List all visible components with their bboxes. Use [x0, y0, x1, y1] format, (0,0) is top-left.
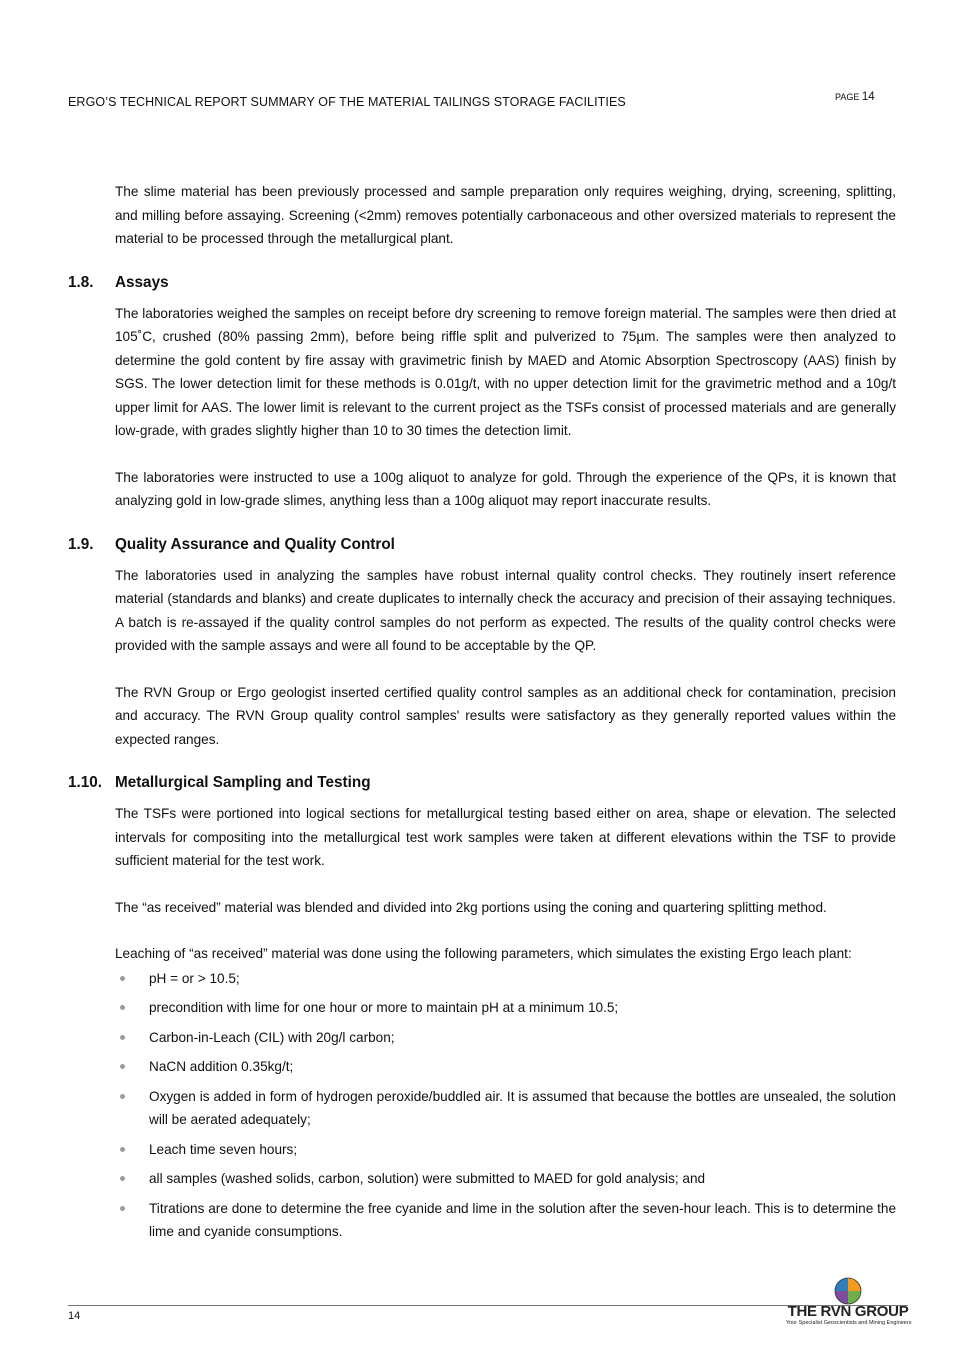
- bullet-icon: [120, 1176, 125, 1181]
- list-item: Carbon-in-Leach (CIL) with 20g/l carbon;: [115, 1026, 896, 1050]
- section-heading-qaqc: [68, 536, 896, 554]
- logo-tagline: Your Specialist Geoscientists and Mining Engineers: [786, 1320, 912, 1326]
- intro-paragraph: The slime material has been previously processed and sample preparation only requires weighing, drying, screening, splitting, and milling before assaying. Screening (<2mm) removes potentially carbonaceous and other oversized materials to represent the material to be processed through the metallurgical plant.: [115, 184, 896, 246]
- bullet-icon: [120, 976, 125, 981]
- bullet-icon: [120, 1005, 125, 1010]
- section-title: Metallurgical Sampling and Testing: [115, 774, 371, 791]
- header-title: ERGO’S TECHNICAL REPORT SUMMARY OF THE MATERIAL TAILINGS STORAGE FACILITIES: [68, 95, 626, 109]
- paragraph: The TSFs were portioned into logical sections for metallurgical testing based either on area, shape or elevation. The selected intervals for compositing into the metallurgical test work samples were taken at different elevations within the TSF to provide sufficient material for the test work.: [115, 806, 896, 868]
- section-number: 1.8.: [68, 273, 94, 291]
- document-body: [68, 180, 896, 1250]
- leach-parameter-list: [115, 967, 896, 1244]
- list-item: Titrations are done to determine the free cyanide and lime in the solution after the seven-hour leach. This is to determine the lime and cyanide consumptions.: [115, 1197, 896, 1244]
- paragraph: The laboratories used in analyzing the samples have robust internal quality control checks. They routinely insert reference material (standards and blanks) and create duplicates to internally check the accuracy and precision of their assaying techniques. A batch is re-assayed if the quality control samples do not perform as expected. The results of the quality control checks were provided with the sample assays and were all found to be acceptable by the QP.: [115, 567, 896, 653]
- section-title: Quality Assurance and Quality Control: [115, 535, 395, 553]
- bullet-icon: [120, 1206, 125, 1211]
- header-page-label: [835, 91, 875, 103]
- list-item: pH = or > 10.5;: [115, 967, 896, 991]
- paragraph: The laboratories weighed the samples on receipt before dry screening to remove foreign material. The samples were then dried at 105˚C, crushed (80% passing 2mm), before being riffle split and pulverized to 75µm. The samples were then analyzed to determine the gold content by fire assay with gravimetric finish by MAED and Atomic Absorption Spectroscopy (AAS) finish by SGS. The lower detection limit for these methods is 0.01g/t, with no upper detection limit for the gravimetric method and a 10g/t upper limit for AAS. The lower limit is relevant to the current project as the TSFs consist of processed materials and are generally low-grade, with grades slightly higher than 10 to 30 times the detection limit.: [115, 305, 896, 438]
- paragraph: The RVN Group or Ergo geologist inserted certified quality control samples as an additional check for contamination, precision and accuracy. The RVN Group quality control samples' results were satisfactory as they generally reported values within the expected ranges.: [115, 684, 896, 747]
- section-heading-metallurgy: [68, 774, 896, 792]
- bullet-icon: [120, 1094, 125, 1099]
- page-prefix: PAGE: [835, 92, 862, 102]
- list-item: Leach time seven hours;: [115, 1138, 896, 1162]
- footer-rule: [68, 1305, 908, 1306]
- header-page-number: 14: [861, 91, 875, 103]
- section-title: Assays: [115, 273, 169, 291]
- list-item: NaCN addition 0.35kg/t;: [115, 1055, 896, 1079]
- footer-page-number: 14: [68, 1310, 81, 1322]
- list-item: precondition with lime for one hour or more to maintain pH at a minimum 10.5;: [115, 996, 896, 1020]
- list-item: all samples (washed solids, carbon, solution) were submitted to MAED for gold analysis; and: [115, 1167, 896, 1191]
- paragraph: Leaching of “as received” material was done using the following parameters, which simulates the existing Ergo leach plant:: [115, 946, 852, 961]
- bullet-icon: [120, 1147, 125, 1152]
- paragraph: The “as received” material was blended and divided into 2kg portions using the coning and quartering splitting method.: [115, 899, 827, 915]
- paragraph: The laboratories were instructed to use a 100g aliquot to analyze for gold. Through the experience of the QPs, it is known that analyzing gold in low-grade slimes, anything less than a 100g aliquot may report inaccurate results.: [115, 469, 896, 508]
- list-item: Oxygen is added in form of hydrogen peroxide/buddled air. It is assumed that because the bottles are unsealed, the solution will be aerated adequately;: [115, 1085, 896, 1132]
- bullet-icon: [120, 1035, 125, 1040]
- rvn-group-logo: [786, 1276, 910, 1332]
- bullet-icon: [120, 1064, 125, 1069]
- logo-pie-icon: [833, 1276, 863, 1306]
- logo-name: THE RVN GROUP: [787, 1303, 909, 1320]
- section-heading-assays: [68, 274, 896, 292]
- section-number: 1.9.: [68, 535, 94, 553]
- section-number: 1.10.: [68, 774, 103, 791]
